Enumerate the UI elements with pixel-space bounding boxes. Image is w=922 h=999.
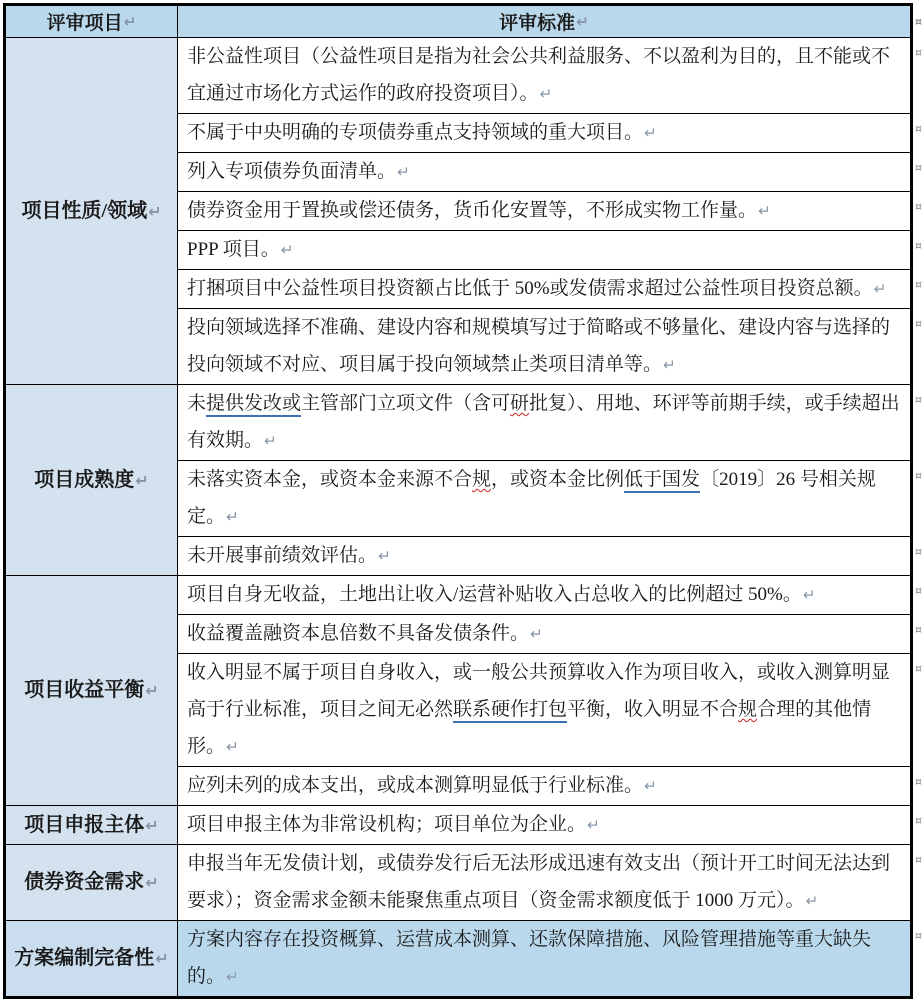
paragraph-mark-icon: ↵ bbox=[397, 163, 410, 181]
paragraph-mark-icon: ↵ bbox=[576, 12, 589, 31]
section-label bbox=[6, 806, 178, 844]
paragraph-mark-icon: ↵ bbox=[226, 968, 239, 986]
row-end-marker-icon: ¤ bbox=[915, 929, 922, 942]
section-project-nature bbox=[6, 37, 922, 384]
section-label bbox=[6, 845, 178, 920]
criteria-list bbox=[178, 845, 922, 920]
section-plan-completeness bbox=[6, 920, 922, 996]
paragraph-mark-icon: ↵ bbox=[226, 738, 239, 756]
paragraph-mark-icon: ↵ bbox=[758, 202, 771, 220]
paragraph-mark-icon: ↵ bbox=[873, 280, 887, 298]
criterion-text: 列入专项债券负面清单。 bbox=[187, 161, 397, 182]
criterion-row bbox=[178, 269, 922, 308]
criterion-text: 项目自身无收益，土地出让收入/运营补贴收入占总收入的比例超过 50%。 bbox=[187, 584, 802, 605]
row-end-marker-icon: ¤ bbox=[915, 317, 922, 330]
underlined-text: 低于国发 bbox=[624, 469, 700, 493]
criterion-row bbox=[178, 921, 922, 996]
paragraph-mark-icon: ↵ bbox=[155, 949, 169, 968]
criterion-text: 投向领域选择不准确、建设内容和规模填写过于简略或不够量化、建设内容与选择的投向领域不对应、项目属于投向领域禁止类项目清单等。 bbox=[187, 317, 891, 375]
criterion-text: ，或资本金比例 bbox=[491, 469, 625, 490]
criterion-text: 打捆项目中公益性项目投资额占比低于 50%或发债需求超过公益性项目投资总额。 bbox=[187, 278, 873, 299]
underlined-text: 联系硬作打包 bbox=[453, 699, 567, 723]
paragraph-mark-icon: ↵ bbox=[802, 586, 816, 604]
criterion-text: 合理的其他情形。 bbox=[187, 699, 872, 757]
criterion-row bbox=[178, 653, 922, 766]
row-end-marker-icon: ¤ bbox=[915, 393, 922, 406]
section-label-text: 债券资金需求 bbox=[24, 871, 145, 893]
criterion-row bbox=[178, 766, 922, 805]
criterion-row bbox=[178, 191, 922, 230]
header-label: 评审标准 bbox=[499, 13, 576, 34]
section-label bbox=[6, 921, 178, 996]
section-label bbox=[6, 385, 178, 575]
criterion-text: 非公益性项目（公益性项目是指为社会公共利益服务、不以盈利为目的，且不能或不宜通过市场化方式运作的政府投资项目）。 bbox=[187, 46, 891, 104]
criteria-list bbox=[178, 806, 922, 844]
criterion-row bbox=[178, 308, 922, 384]
header-cell-review-standard bbox=[178, 6, 922, 37]
criterion-row bbox=[178, 576, 922, 614]
underlined-text: 规 bbox=[472, 469, 492, 490]
paragraph-mark-icon: ↵ bbox=[587, 816, 600, 834]
row-end-marker-icon: ¤ bbox=[915, 200, 922, 213]
section-label-text: 项目申报主体 bbox=[24, 813, 145, 836]
criterion-row bbox=[178, 113, 922, 152]
section-label-text: 项目收益平衡 bbox=[24, 679, 145, 701]
criterion-text: 应列未列的成本支出，或成本测算明显低于行业标准。 bbox=[187, 775, 644, 796]
underlined-text: 研 bbox=[510, 393, 530, 414]
criterion-row bbox=[178, 845, 922, 920]
header-cell-review-item bbox=[6, 6, 178, 37]
paragraph-mark-icon: ↵ bbox=[148, 201, 162, 221]
paragraph-mark-icon: ↵ bbox=[663, 356, 676, 374]
paragraph-mark-icon: ↵ bbox=[145, 815, 159, 835]
criterion-text: 方案内容存在投资概算、运营成本测算、还款保障措施、风险管理措施等重大缺失的。 bbox=[187, 929, 872, 987]
criterion-row bbox=[178, 385, 922, 460]
paragraph-mark-icon: ↵ bbox=[539, 85, 553, 103]
criterion-text: 平衡，收入明显不合 bbox=[567, 699, 739, 720]
paragraph-mark-icon: ↵ bbox=[226, 508, 239, 526]
row-end-marker-icon: ¤ bbox=[915, 584, 922, 597]
criterion-row bbox=[178, 806, 922, 844]
section-label-text: 项目成熟度 bbox=[34, 468, 135, 491]
criterion-text: 未开展事前绩效评估。 bbox=[187, 545, 378, 566]
row-end-marker-icon: ¤ bbox=[915, 469, 922, 482]
paragraph-mark-icon: ↵ bbox=[145, 873, 159, 892]
paragraph-mark-icon: ↵ bbox=[135, 470, 149, 490]
criterion-text: 批复）、用地、环评等前期手续，或手续超出有效期。 bbox=[187, 393, 900, 451]
criterion-row bbox=[178, 38, 922, 113]
row-end-marker-icon: ¤ bbox=[915, 15, 922, 28]
criterion-text: 收入明显不属于项目自身收入，或一般公共预算收入作为项目收入，或收入测算明显高于行业标准，项目之间无必然 bbox=[187, 662, 891, 720]
row-end-marker-icon: ¤ bbox=[915, 46, 922, 59]
paragraph-mark-icon: ↵ bbox=[644, 124, 657, 142]
criterion-text: 〔2019〕26 号相关规定。 bbox=[187, 469, 876, 527]
paragraph-mark-icon: ↵ bbox=[644, 777, 657, 795]
section-label-text: 方案编制完备性 bbox=[14, 947, 155, 969]
criterion-text: 主管部门立项文件（含可 bbox=[301, 393, 511, 414]
paragraph-mark-icon: ↵ bbox=[280, 241, 294, 259]
review-criteria-table bbox=[3, 3, 922, 999]
row-end-marker-icon: ¤ bbox=[915, 853, 922, 866]
criteria-list bbox=[178, 38, 922, 384]
row-end-marker-icon: ¤ bbox=[915, 662, 922, 675]
criterion-row bbox=[178, 614, 922, 653]
header-label: 评审项目 bbox=[46, 13, 123, 34]
criterion-text: 不属于中央明确的专项债券重点支持领域的重大项目。 bbox=[187, 122, 644, 143]
paragraph-mark-icon: ↵ bbox=[378, 547, 391, 565]
underlined-text: 规 bbox=[738, 699, 758, 720]
criterion-row bbox=[178, 230, 922, 269]
section-project-maturity bbox=[6, 384, 922, 575]
section-revenue-balance bbox=[6, 575, 922, 805]
row-end-marker-icon: ¤ bbox=[915, 623, 922, 636]
criterion-text: 债券资金用于置换或偿还债务，货币化安置等，不形成实物工作量。 bbox=[187, 200, 758, 221]
paragraph-mark-icon: ↵ bbox=[123, 12, 137, 31]
criterion-text: 未落实资本金，或资本金来源不合 bbox=[187, 469, 473, 490]
criterion-text: 项目申报主体为非常设机构；项目单位为企业。 bbox=[187, 814, 587, 835]
criterion-text: 未 bbox=[187, 393, 207, 414]
criteria-list bbox=[178, 385, 922, 575]
row-end-marker-icon: ¤ bbox=[915, 278, 922, 291]
criterion-text: 申报当年无发债计划，或债券发行后无法形成迅速有效支出（预计开工时间无法达到要求）；资金需求金额未能聚焦重点项目（资金需求额度低于 1000 万元）。 bbox=[187, 853, 891, 911]
section-bond-fund-demand bbox=[6, 844, 922, 920]
section-declaring-entity bbox=[6, 805, 922, 844]
table-header-row bbox=[6, 6, 922, 37]
row-end-marker-icon: ¤ bbox=[915, 814, 922, 827]
paragraph-mark-icon: ↵ bbox=[145, 681, 159, 700]
paragraph-mark-icon: ↵ bbox=[264, 432, 277, 450]
underlined-text: 提供发改或 bbox=[206, 393, 301, 417]
row-end-marker-icon: ¤ bbox=[915, 122, 922, 135]
criterion-text: PPP 项目。 bbox=[187, 239, 280, 260]
criterion-text: 收益覆盖融资本息倍数不具备发债条件。 bbox=[187, 623, 530, 644]
criterion-row bbox=[178, 460, 922, 536]
row-end-marker-icon: ¤ bbox=[915, 775, 922, 788]
section-label-text: 项目性质/领域 bbox=[21, 199, 148, 222]
criterion-row bbox=[178, 536, 922, 575]
paragraph-mark-icon: ↵ bbox=[530, 625, 543, 643]
row-end-marker-icon: ¤ bbox=[915, 161, 922, 174]
criteria-list bbox=[178, 921, 922, 996]
paragraph-mark-icon: ↵ bbox=[805, 892, 819, 910]
section-label bbox=[6, 38, 178, 384]
section-label bbox=[6, 576, 178, 805]
row-end-marker-icon: ¤ bbox=[915, 239, 922, 252]
criteria-list bbox=[178, 576, 922, 805]
row-end-marker-icon: ¤ bbox=[915, 545, 922, 558]
criterion-row bbox=[178, 152, 922, 191]
